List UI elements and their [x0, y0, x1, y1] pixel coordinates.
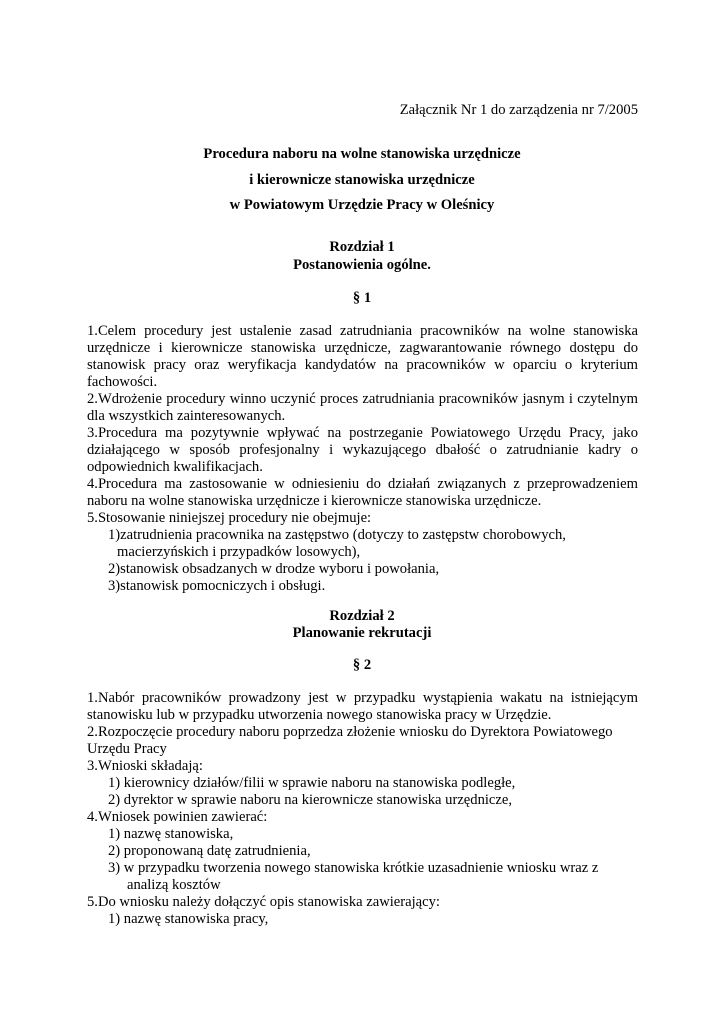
paragraph-1-4: 4.Procedura ma zastosowanie w odniesieniu do działań związanych z przeprowadzeniem naboru na wolne stanowiska urzędnicze i kierownicze stanowiska urzędnicze.	[87, 476, 638, 509]
annex-reference: Załącznik Nr 1 do zarządzenia nr 7/2005	[399, 102, 638, 118]
paragraph-1-1: 1.Celem procedury jest ustalenie zasad zatrudniania pracowników na wolne stanowiska urzędnicze i kierownicze stanowiska urzędnicze, zagwarantowanie równego dostępu do stanowisk pracy oraz weryfikacja kandydatów na pracowników w oparciu o kryterium fachowości.	[87, 323, 638, 390]
list-item: 1) nazwę stanowiska,	[108, 826, 234, 842]
list-item: 2)stanowisk obsadzanych w drodze wyboru i powołania,	[108, 561, 440, 577]
list-item: 2) dyrektor w sprawie naboru na kierownicze stanowiska urzędnicze,	[108, 792, 513, 808]
section-1-symbol: § 1	[352, 290, 372, 306]
list-item: 3)stanowisk pomocniczych i obsługi.	[108, 578, 326, 594]
list-item: macierzyńskich i przypadków losowych),	[117, 544, 361, 560]
chapter-1-body	[87, 323, 638, 595]
list-item: 1)zatrudnienia pracownika na zastępstwo (dotyczy to zastępstw chorobowych,	[108, 527, 566, 543]
chapter-1-subheading: Postanowienia ogólne.	[293, 257, 431, 273]
chapter-1-heading: Rozdział 1	[329, 239, 395, 255]
paragraph-2-4: 4.Wniosek powinien zawierać:	[87, 809, 268, 825]
paragraph-2-2-line-1: 2.Rozpoczęcie procedury naboru poprzedza złożenie wniosku do Dyrektora Powiatowego	[87, 724, 613, 740]
paragraph-1-5: 5.Stosowanie niniejszej procedury nie obejmuje:	[87, 510, 372, 526]
paragraph-1-3: 3.Procedura ma pozytywnie wpływać na postrzeganie Powiatowego Urzędu Pracy, jako działającego w sposób profesjonalny i wykazującego dbałość o zatrudnianie kadry o odpowiednich kwalifikacjach.	[87, 425, 638, 475]
paragraph-2-3: 3.Wnioski składają:	[87, 758, 203, 774]
document-title-line-1: Procedura naboru na wolne stanowiska urzędnicze	[203, 146, 521, 162]
list-item: analizą kosztów	[127, 877, 221, 893]
list-item: 1) nazwę stanowiska pracy,	[108, 911, 269, 927]
chapter-2-heading: Rozdział 2	[329, 608, 395, 624]
paragraph-2-1: 1.Nabór pracowników prowadzony jest w przypadku wystąpienia wakatu na istniejącym stanowisku lub w przypadku utworzenia nowego stanowiska pracy w Urzędzie.	[87, 690, 638, 723]
document-title-line-2: i kierownicze stanowiska urzędnicze	[249, 172, 475, 188]
list-item: 1) kierownicy działów/filii w sprawie naboru na stanowiska podległe,	[108, 775, 516, 791]
list-item: 2) proponowaną datę zatrudnienia,	[108, 843, 311, 859]
document-title-line-3: w Powiatowym Urzędzie Pracy w Oleśnicy	[229, 197, 495, 213]
list-item: 3) w przypadku tworzenia nowego stanowiska krótkie uzasadnienie wniosku wraz z	[108, 860, 599, 876]
paragraph-1-2: 2.Wdrożenie procedury winno uczynić proces zatrudniania pracowników jasnym i czytelnym dla wszystkich zainteresowanych.	[87, 391, 638, 424]
chapter-2-subheading: Planowanie rekrutacji	[292, 625, 432, 641]
chapter-2-body	[87, 690, 638, 928]
paragraph-2-5: 5.Do wniosku należy dołączyć opis stanowiska zawierający:	[87, 894, 440, 910]
paragraph-2-2-line-2: Urzędu Pracy	[87, 741, 167, 757]
section-2-symbol: § 2	[352, 657, 372, 673]
